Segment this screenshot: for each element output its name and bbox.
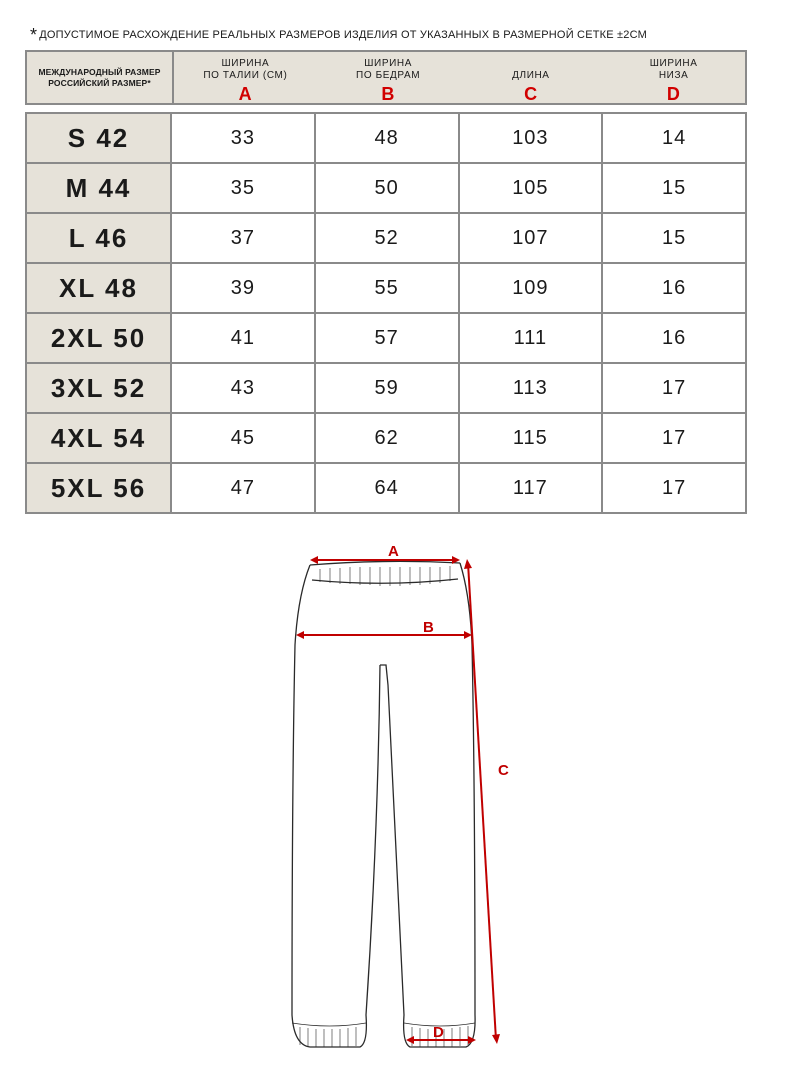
size-cell: M 44 [26, 163, 171, 213]
header-col-d-line1: ШИРИНА [649, 58, 698, 69]
header-col-a-line2: ПО ТАЛИИ (СМ) [203, 70, 288, 81]
label-b: B [423, 619, 434, 636]
header-international-size: МЕЖДУНАРОДНЫЙ РАЗМЕР [38, 66, 161, 77]
table-header [25, 50, 747, 105]
waist-cell: 47 [171, 463, 315, 513]
header-col-b-letter: B [381, 84, 395, 104]
hem-cell: 15 [602, 163, 746, 213]
hip-cell: 64 [315, 463, 459, 513]
header-col-c-letter: C [524, 84, 538, 104]
length-cell: 117 [459, 463, 603, 513]
size-cell: 4XL 54 [26, 413, 171, 463]
table-row [26, 413, 746, 463]
table-row [26, 113, 746, 163]
length-cell: 109 [459, 263, 603, 313]
hip-cell: 55 [315, 263, 459, 313]
header-col-a-letter: A [238, 84, 253, 104]
header-size-cell [27, 52, 174, 103]
header-col-a [174, 52, 317, 103]
hip-cell: 59 [315, 363, 459, 413]
table-row [26, 263, 746, 313]
waist-cell: 45 [171, 413, 315, 463]
asterisk: * [30, 25, 38, 45]
header-col-b-line1: ШИРИНА [364, 58, 412, 69]
size-cell: 3XL 52 [26, 363, 171, 413]
header-col-b [317, 52, 460, 103]
length-cell: 105 [459, 163, 603, 213]
label-d: D [433, 1024, 444, 1041]
measure-c [464, 559, 500, 1044]
size-cell: XL 48 [26, 263, 171, 313]
table-row [26, 163, 746, 213]
label-a: A [388, 543, 399, 560]
hem-cell: 17 [602, 363, 746, 413]
tolerance-note [30, 22, 770, 43]
size-cell: S 42 [26, 113, 171, 163]
hem-cell: 17 [602, 413, 746, 463]
hem-cell: 14 [602, 113, 746, 163]
table-row [26, 363, 746, 413]
hem-cell: 15 [602, 213, 746, 263]
hem-cell: 16 [602, 313, 746, 363]
waist-cell: 43 [171, 363, 315, 413]
waist-cell: 41 [171, 313, 315, 363]
waist-cell: 39 [171, 263, 315, 313]
size-cell: L 46 [26, 213, 171, 263]
hip-cell: 62 [315, 413, 459, 463]
tolerance-text: ДОПУСТИМОЕ РАСХОЖДЕНИЕ РЕАЛЬНЫХ РАЗМЕРОВ ИЗДЕЛИЯ ОТ УКАЗАННЫХ В РАЗМЕРНОЙ СЕТКЕ ±2СМ [39, 29, 647, 41]
table-row [26, 463, 746, 513]
waist-cell: 33 [171, 113, 315, 163]
length-cell: 115 [459, 413, 603, 463]
hip-cell: 57 [315, 313, 459, 363]
length-cell: 113 [459, 363, 603, 413]
waist-cell: 35 [171, 163, 315, 213]
measure-b [296, 631, 472, 639]
length-cell: 103 [459, 113, 603, 163]
header-col-d-line2: НИЗА [658, 70, 689, 81]
header-col-d [602, 52, 745, 103]
header-col-d-letter: D [666, 84, 681, 104]
hip-cell: 48 [315, 113, 459, 163]
header-col-c [460, 52, 603, 103]
header-col-a-line1: ШИРИНА [221, 58, 270, 69]
hip-cell: 52 [315, 213, 459, 263]
length-cell: 111 [459, 313, 603, 363]
size-table [25, 112, 747, 514]
header-col-b-line2: ПО БЕДРАМ [356, 70, 421, 81]
table-row [26, 313, 746, 363]
waist-cell: 37 [171, 213, 315, 263]
hip-cell: 50 [315, 163, 459, 213]
table-row [26, 213, 746, 263]
header-col-c-line2: ДЛИНА [512, 70, 550, 81]
length-cell: 107 [459, 213, 603, 263]
hem-cell: 17 [602, 463, 746, 513]
size-cell: 2XL 50 [26, 313, 171, 363]
hem-cell: 16 [602, 263, 746, 313]
label-c: C [498, 762, 509, 779]
size-cell: 5XL 56 [26, 463, 171, 513]
pants-diagram [270, 535, 530, 1055]
header-russian-size: РОССИЙСКИЙ РАЗМЕР* [48, 77, 151, 88]
